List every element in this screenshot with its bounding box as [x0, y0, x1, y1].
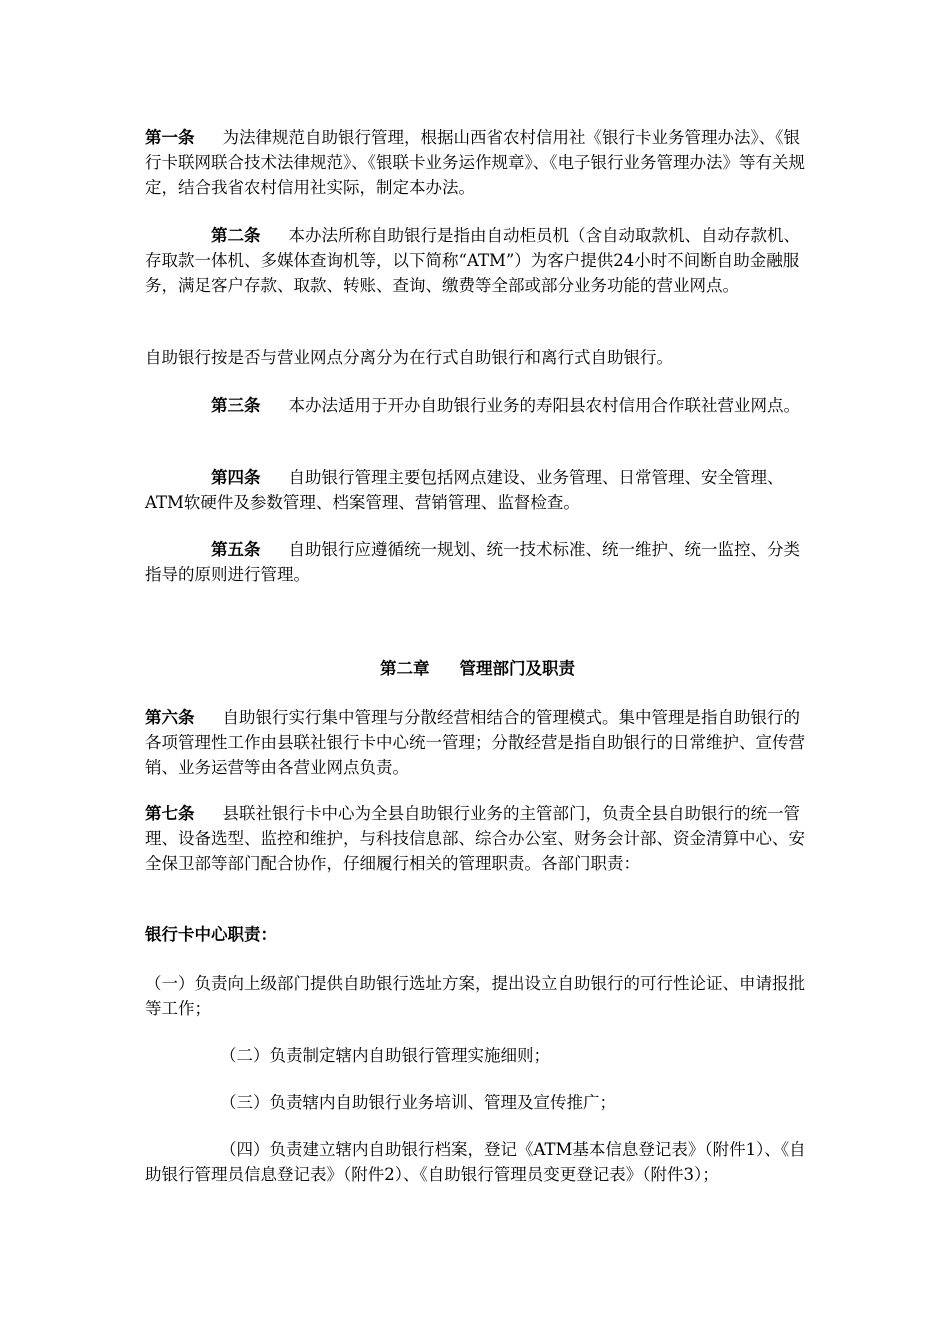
- article-label: 第五条: [211, 540, 261, 559]
- article-7: [145, 801, 810, 876]
- article-label: 第四条: [211, 468, 261, 487]
- duty-item-2: （二）负责制定辖内自助银行管理实施细则；: [220, 1046, 550, 1065]
- article-text: 自助银行实行集中管理与分散经营相结合的管理模式。集中管理是指自助银行的各项管理性工作由县联社银行卡中心统一管理；分散经营是指自助银行的日常维护、宣传营销、业务运营等由各营业网点负责。: [145, 708, 805, 777]
- article-text: 本办法适用于开办自助银行业务的寿阳县农村信用合作联社营业网点。: [288, 396, 800, 415]
- article-label: 第七条: [145, 804, 195, 823]
- chapter-title: 管理部门及职责: [459, 659, 575, 678]
- article-text: 自助银行按是否与营业网点分离分为在行式自助银行和离行式自助银行。: [145, 348, 673, 367]
- article-label: 第二条: [211, 226, 261, 245]
- article-1: [145, 125, 810, 200]
- article-2: [145, 223, 810, 298]
- article-label: 第六条: [145, 708, 195, 727]
- section-heading: 银行卡中心职责：: [145, 925, 277, 944]
- duty-item-4: （四）负责建立辖内自助银行档案，登记《ATM基本信息登记表》（附件1）、《自助银行管理员信息登记表》（附件2）、《自助银行管理员变更登记表》（附件3）；: [145, 1140, 806, 1184]
- article-text: 自助银行应遵循统一规划、统一技术标准、统一维护、统一监控、分类指导的原则进行管理。: [145, 540, 800, 584]
- article-label: 第三条: [211, 396, 261, 415]
- article-5: [145, 537, 810, 587]
- article-2-note: [145, 345, 810, 370]
- article-4: [145, 465, 810, 515]
- duty-item-3: （三）负责辖内自助银行业务培训、管理及宣传推广；: [220, 1093, 616, 1112]
- article-6: [145, 705, 810, 780]
- article-text: 本办法所称自助银行是指由自动柜员机（含自动取款机、自动存款机、存取款一体机、多媒体查询机等，以下简称“ATM”）为客户提供24小时不间断自助金融服务，满足客户存款、取款、转账、查询、缴费等全部或部分业务功能的营业网点。: [145, 226, 800, 295]
- article-text: 县联社银行卡中心为全县自助银行业务的主管部门，负责全县自助银行的统一管理、设备选型、监控和维护，与科技信息部、综合办公室、财务会计部、资金清算中心、安全保卫部等部门配合协作，仔细履行相关的管理职责。各部门职责：: [145, 804, 805, 873]
- article-text: 自助银行管理主要包括网点建设、业务管理、日常管理、安全管理、ATM软硬件及参数管理、档案管理、营销管理、监督检查。: [145, 468, 784, 512]
- duty-item-1: （一）负责向上级部门提供自助银行选址方案，提出设立自助银行的可行性论证、申请报批等工作；: [145, 974, 805, 1018]
- article-label: 第一条: [145, 128, 195, 147]
- chapter-heading: [145, 656, 810, 681]
- article-text: 为法律规范自助银行管理，根据山西省农村信用社《银行卡业务管理办法》、《银行卡联网联合技术法律规范》、《银联卡业务运作规章》、《电子银行业务管理办法》等有关规定，结合我省农村信用社实际，制定本办法。: [145, 128, 805, 197]
- chapter-number: 第二章: [380, 659, 430, 678]
- article-3: [145, 393, 810, 418]
